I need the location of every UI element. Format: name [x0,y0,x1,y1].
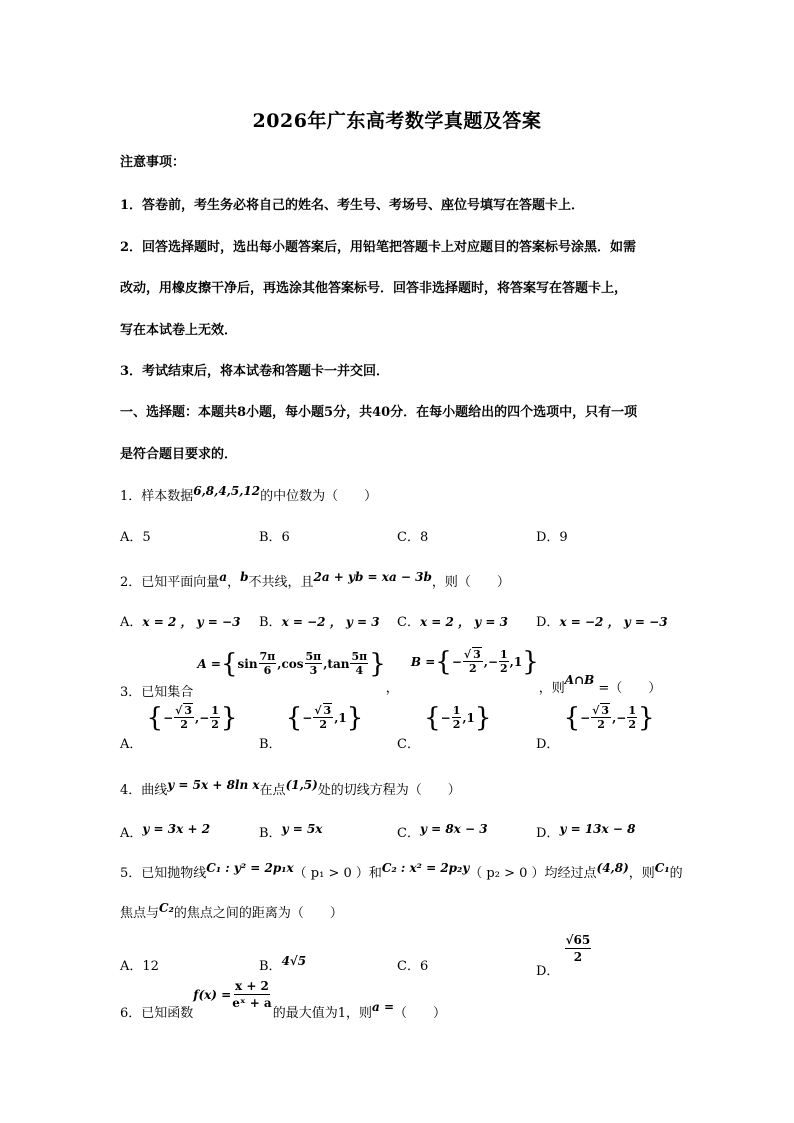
q1-option-a: A．5 [120,530,151,545]
q1-option-d: D．9 [536,530,568,545]
question-5-cont: 焦点与C₂的焦点之间的距离为（ ） [120,901,343,921]
question-2-sep: ， [227,575,241,590]
question-1 [120,485,377,504]
question-3-prefix: 3．已知集合 [120,684,194,700]
notice-item-1: 1．答卷前，考生务必将自己的姓名、考生号、考场号、座位号填写在答题卡上． [120,198,585,213]
q4-option-b: B．y = 5x [259,822,323,841]
q3-option-a: A． { − $\frac{√ 3}{2}$ ,− $\frac{1}{2}$ } [120,702,238,752]
q4-option-a: A．y = 3x + 2 [120,822,211,841]
page-title: 2026年广东高考数学真题及答案 [252,110,542,132]
q4-option-d: D．y = 13x − 8 [536,822,636,841]
q5-option-d: D． $\frac{√65}{2}$ [536,933,591,979]
function-f: f(x) = $\frac{x + 2}{\text{eˣ + a}}$ [193,979,272,1010]
q2-option-b: B．x = −2 ， y = 3 [259,615,380,630]
notice-item-2: 2．回答选择题时，选出每小题答案后，用铅笔把答题卡上对应题目的答案标号涂黑．如需 [120,240,637,255]
q2-option-c: C．x = 2 ， y = 3 [397,615,508,630]
parabola-c2: C₂ : x² = 2p₂y [381,861,470,875]
question-4-point: (1,5) [285,778,318,792]
question-2-prefix: 2．已知平面向量 [120,575,220,590]
section-heading: 一、选择题：本题共8小题，每小题5分，共40分．在每小题给出的四个选项中，只有一项 [120,405,638,420]
question-4: 4．曲线y = 5x + 8ln x在点(1,5)处的切线方程为（ ） [120,778,461,798]
q3-option-d: D． { − $\frac{√ 3}{2}$ ,− $\frac{1}{2}$ } [536,702,655,752]
question-5-point: (4,8) [596,861,629,875]
q1-option-b: B．6 [259,530,290,545]
question-3: 3．已知集合 A = { sin $\frac{7\pi}{6}$ ,cos $\frac{5\pi}{3}$ ,tan $\frac{5\pi}{4}$ } ， B = { − $\frac{√ 3}{2}$ ,− $\frac{1}{2}$ ,1 } ，则A∩B =（ ） [120,646,662,700]
q1-option-c: C．8 [397,530,429,545]
question-1-data: 6,8,4,5,12 [193,484,261,498]
q5-option-c: C．6 [397,959,429,974]
question-1-suffix: 的中位数为（ ） [260,489,378,504]
vector-a: a [219,570,228,584]
question-2 [120,571,510,590]
question-2-suffix: ，则（ ） [431,575,510,590]
question-5: 5．已知抛物线C₁ : y² = 2p₁x（ p₁ > 0 ）和C₂ : x² = 2p₂y（ p₂ > 0 ）均经过点(4,8)，则C₁的 [120,861,683,881]
notice-item-2-cont: 改动，用橡皮擦干净后，再选涂其他答案标号．回答非选择题时，将答案写在答题卡上， [120,281,628,296]
section-heading-cont: 是符合题目要求的． [120,447,238,462]
parabola-c1: C₁ : y² = 2p₁x [206,861,294,875]
question-2-equation: 2a + yb = xa − 3b [313,570,432,584]
set-a: A = { sin $\frac{7\pi}{6}$ ,cos $\frac{5\pi}{3}$ ,tan $\frac{5\pi}{4}$ } [197,648,386,679]
q5-option-a: A．12 [120,959,159,974]
notice-heading: 注意事项： [120,155,186,170]
notice-item-2-end: 写在本试卷上无效． [120,323,238,338]
notice-item-3: 3．考试结束后，将本试卷和答题卡一并交回． [120,364,390,379]
question-4-curve: y = 5x + 8ln x [167,778,260,792]
set-b: B = { − $\frac{√ 3}{2}$ ,− $\frac{1}{2}$ ,1 } [410,646,539,677]
q3-option-c: C． { − $\frac{1}{2}$ ,1 } [397,702,492,752]
q5-option-b: B．4√5 [259,954,307,974]
question-6: 6．已知函数 f(x) = $\frac{x + 2}{\text{eˣ + a}}$ 的最大值为1，则a =（ ） [120,979,447,1021]
q3-option-b: B． { − $\frac{√ 3}{2}$ ,1 } [259,702,364,752]
question-2-mid: 不共线，且 [248,575,314,590]
q4-option-c: C．y = 8x − 3 [397,822,488,841]
q2-option-a: A．x = 2 ， y = −3 [120,615,241,630]
vector-b: b [240,570,249,584]
q2-option-d: D．x = −2 ， y = −3 [536,615,668,630]
question-1-prefix: 1．样本数据 [120,489,194,504]
